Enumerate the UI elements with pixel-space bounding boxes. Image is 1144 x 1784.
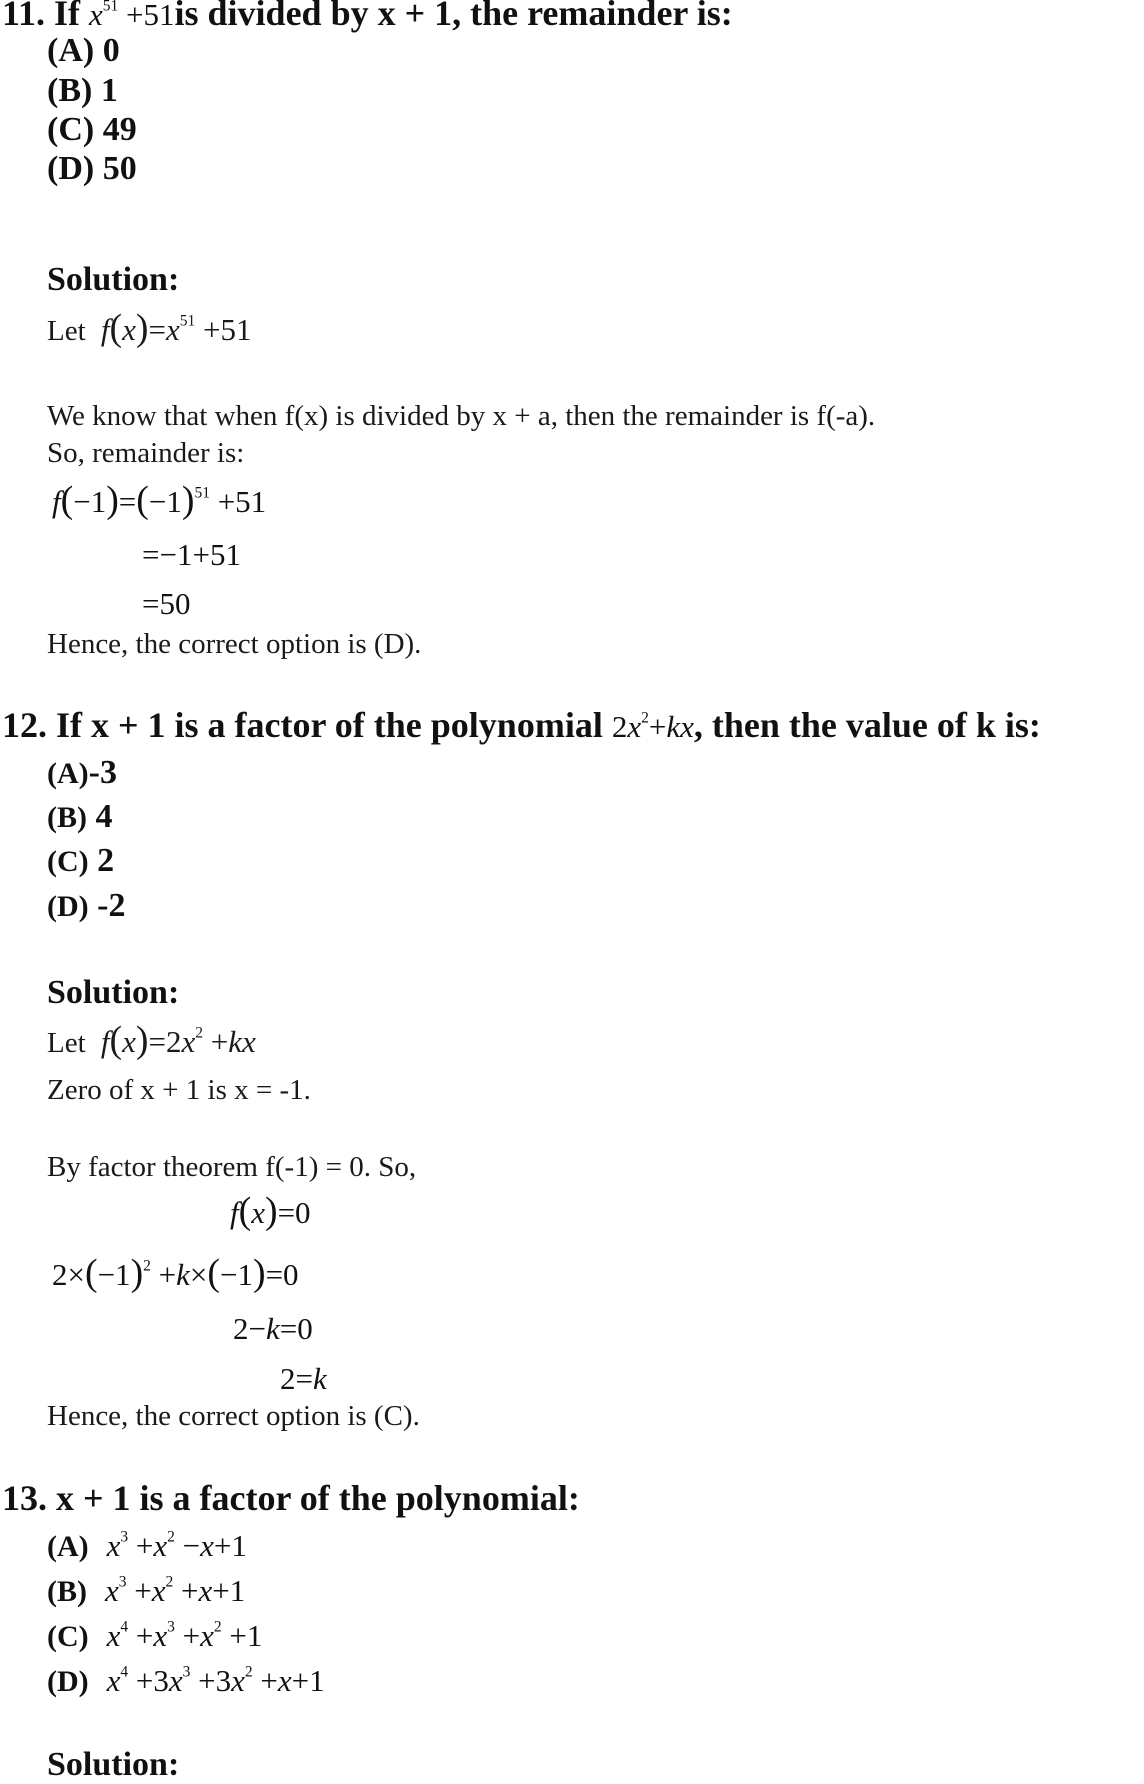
option-a: (A) $x^3 +x^2 -x+1$ (47, 1528, 247, 1563)
option-d: (D) $x^4 +3x^3 +3x^2 +x+1$ (47, 1663, 325, 1698)
let-statement: Let $f(x)=x^{51} +51$ (47, 307, 252, 349)
let-statement: Let $f(x)=2x^2 +kx$ (47, 1019, 256, 1061)
option-c: (C) $x^4 +x^3 +x^2 +1$ (47, 1618, 263, 1653)
solution-heading: Solution: (47, 974, 180, 1011)
solution-text: So, remainder is: (47, 437, 245, 469)
question-text: , then the value of k is: (693, 705, 1041, 745)
math-step: $f(-1)=(-1)^{51} +51$ (52, 479, 267, 521)
math-step: 2=k (280, 1361, 327, 1396)
question-number: 13. (2, 1478, 47, 1518)
option-c: (C) 2 (47, 842, 115, 879)
question-text: If (54, 0, 81, 33)
math-step: =−1+51 (142, 537, 241, 572)
question-number: 11. (2, 0, 46, 33)
option-d: (D) 50 (47, 150, 137, 187)
math-step: $2\times(-1)^2 +k\times(-1)=0$ (52, 1252, 299, 1294)
let-expression: $f(x)=2x^2 +kx$ (100, 1019, 256, 1061)
option-b: (B) 1 (47, 72, 118, 109)
option-c: (C) 49 (47, 111, 137, 148)
conclusion: Hence, the correct option is (C). (47, 1400, 420, 1432)
question-text: is divided by x + 1, the remainder is: (174, 0, 733, 33)
question-12 (2, 704, 1041, 746)
option-a: (A) 0 (47, 32, 120, 69)
solution-text: We know that when f(x) is divided by x + a, then the remainder is f(-a). (47, 400, 876, 432)
question-13 (2, 1477, 580, 1519)
solution-heading: Solution: (47, 261, 180, 298)
option-b: (B) 4 (47, 798, 113, 835)
question-math: $2x^2+kx$ (611, 709, 694, 744)
question-11 (2, 0, 733, 34)
solution-text: By factor theorem f(-1) = 0. So, (47, 1151, 417, 1183)
option-a: (A)-3 (47, 754, 117, 791)
math-step: =50 (142, 586, 191, 621)
math-step: 2−k=0 (233, 1311, 313, 1346)
question-text: If x + 1 is a factor of the polynomial (56, 705, 603, 745)
let-expression: $f(x)=x^{51} +51$ (100, 307, 252, 349)
option-d: (D) -2 (47, 887, 126, 924)
question-math: $x^{51} +51$ (89, 0, 175, 32)
question-number: 12. (2, 705, 47, 745)
option-b: (B) $x^3 +x^2 +x+1$ (47, 1573, 246, 1608)
solution-text: Zero of x + 1 is x = -1. (47, 1074, 311, 1106)
conclusion: Hence, the correct option is (D). (47, 628, 422, 660)
math-step: f(x)=0 (230, 1190, 311, 1232)
question-text: x + 1 is a factor of the polynomial: (56, 1478, 580, 1518)
solution-heading: Solution: (47, 1746, 180, 1783)
